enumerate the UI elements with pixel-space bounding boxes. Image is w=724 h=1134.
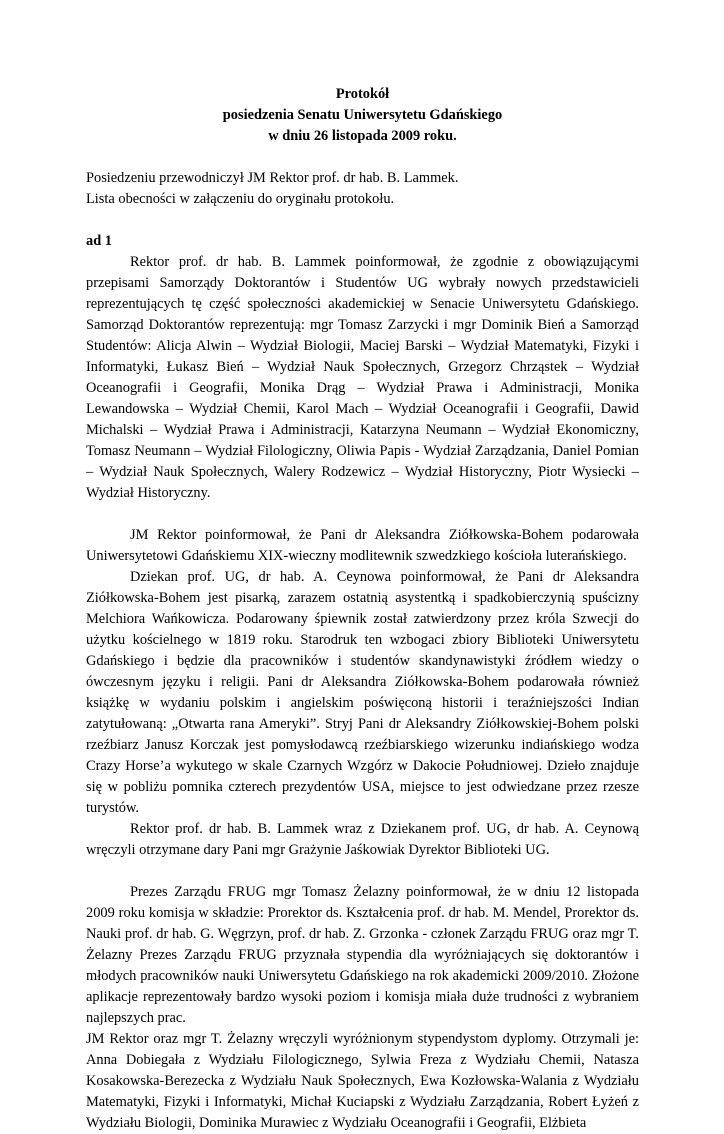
paragraph-gifts: Rektor prof. dr hab. B. Lammek wraz z Dziekanem prof. UG, dr hab. A. Ceynową wręczyli otrzymane dary Pani mgr Grażynie Jaśkowiak Dyrektor Biblioteki UG.: [86, 821, 639, 858]
document-subtitle: posiedzenia Senatu Uniwersytetu Gdańskiego: [222, 107, 503, 123]
document-title: Protokół: [335, 86, 390, 102]
document-date: w dniu 26 listopada 2009 roku.: [268, 128, 457, 144]
spacer: [86, 504, 639, 525]
paragraph-dean: Dziekan prof. UG, dr hab. A. Ceynowa poinformował, że Pani dr Aleksandra Ziółkowska-Bohem jest pisarką, zarazem ostatnią asystentką i spadkobierczynią spuścizny Melchiora Wańkowicza. Podarowany śpiewnik został zatwierdzony przez króla Szwecji do użytku kościelnego w 1819 roku. Starodruk ten wzbogaci zbiory Biblioteki Uniwersytetu Gdańskiego i będzie dla pracowników i studentów skandynawistyki źródłem wiedzy o ówczesnym języku i religii. Pani dr Aleksandra Ziółkowska-Bohem podarowała również książkę w wydaniu polskim i angielskim poświęconą historii i teraźniejszości Indian zatytułowaną: „Otwarta rana Ameryki”. Stryj Pani dr Aleksandry Ziółkowskiej-Bohem polski rzeźbiarz Janusz Korczak jest pomysłodawcą rzeźbiarskiego wizerunku indiańskiego wodza Crazy Horse’a wykutego w skale Czarnych Wzgórz w Dakocie Południowej. Dzieło znajduje się w pobliżu pomnika czterech prezydentów USA, miejsce to jest odwiedzane przez rzesze turystów.: [86, 569, 639, 816]
spacer: [86, 210, 639, 231]
paragraph-diplomas: JM Rektor oraz mgr T. Żelazny wręczyli wyróżnionym stypendystom dyplomy. Otrzymali je: Anna Dobiegała z Wydziału Filologicznego, Sylwia Freza z Wydziału Chemii, Natasza Kosakowska-Berezecka z Wydziału Nauk Społecznych, Ewa Kozłowska-Walania z Wydziału Matematyki, Fizyki i Informatyki, Michał Kuciapski z Wydziału Zarządzania, Robert Łyżeń z Wydziału Biologii, Dominika Murawiec z Wydziału Oceanografii i Geografii, Elżbieta: [86, 1031, 639, 1131]
paragraph-frug: Prezes Zarządu FRUG mgr Tomasz Żelazny poinformował, że w dniu 12 listopada 2009 roku komisja w składzie: Prorektor ds. Kształcenia prof. dr hab. M. Mendel, Prorektor ds. Nauki prof. dr hab. G. Węgrzyn, prof. dr hab. Z. Grzonka - członek Zarządu FRUG oraz mgr T. Żelazny Prezes Zarządu FRUG przyznała stypendia dla wyróżniających się doktorantów i młodych pracowników nauki Uniwersytetu Gdańskiego na rok akademicki 2009/2010. Złożone aplikacje reprezentowały bardzo wysoki poziom i komisja miała duże trudności z wybraniem najlepszych prac.: [86, 884, 639, 1026]
paragraph-representatives: Rektor prof. dr hab. B. Lammek poinformował, że zgodnie z obowiązującymi przepisami Samorządy Doktorantów i Studentów UG wybrały nowych przedstawicieli reprezentujących tę część społeczności akademickiej w Senacie Uniwersytetu Gdańskiego. Samorząd Doktorantów reprezentują: mgr Tomasz Zarzycki i mgr Dominik Bień a Samorząd Studentów: Alicja Alwin – Wydział Biologii, Maciej Barski – Wydział Matematyki, Fizyki i Informatyki, Łukasz Bień – Wydział Nauk Społecznych, Grzegorz Chrząstek – Wydział Oceanografii i Geografii, Monika Drąg – Wydział Prawa i Administracji, Monika Lewandowska – Wydział Chemii, Karol Mach – Wydział Oceanografii i Geografii, Dawid Michalski – Wydział Prawa i Administracji, Katarzyna Neumann – Wydział Ekonomiczny, Tomasz Neumann – Wydział Filologiczny, Oliwia Papis - Wydział Zarządzania, Daniel Pomian – Wydział Nauk Społecznych, Walery Rodzewicz – Wydział Historyczny, Piotr Wysiecki – Wydział Historyczny.: [86, 254, 639, 501]
paragraph-donation: JM Rektor poinformował, że Pani dr Aleksandra Ziółkowska-Bohem podarowała Uniwersytetowi Gdańskiemu XIX-wieczny modlitewnik szwedzkiego kościoła luterańskiego.: [86, 527, 639, 564]
spacer: [86, 147, 639, 168]
chair-line: Posiedzeniu przewodniczył JM Rektor prof. dr hab. B. Lammek.: [86, 170, 459, 186]
section-heading: ad 1: [86, 233, 112, 249]
document-page: [86, 84, 639, 1134]
attendance-line: Lista obecności w załączeniu do oryginału protokołu.: [86, 191, 395, 207]
spacer: [86, 861, 639, 882]
